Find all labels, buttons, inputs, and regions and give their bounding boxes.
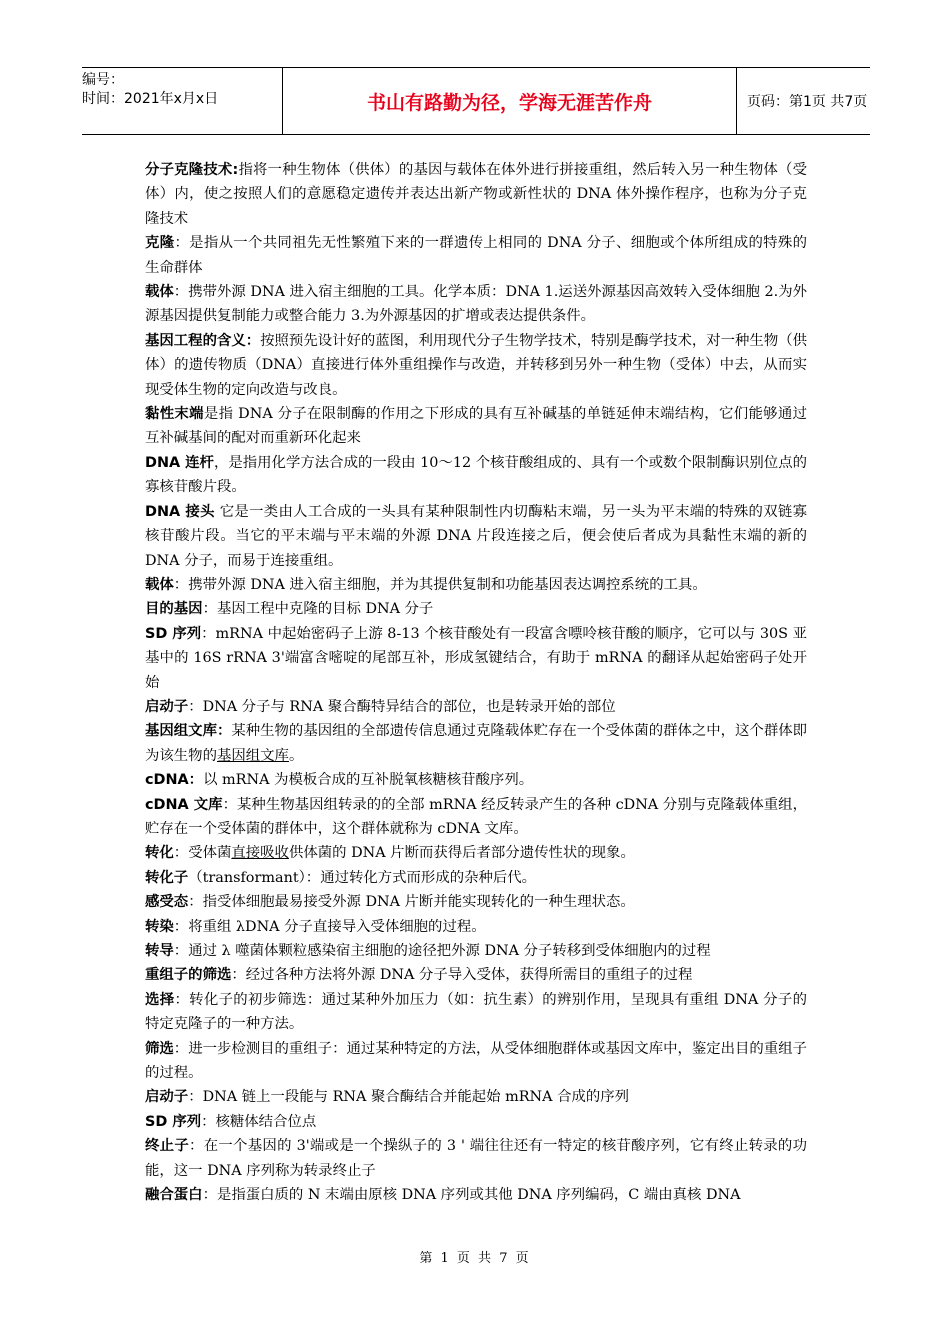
definition-term: 基因工程的含义： bbox=[145, 332, 261, 349]
definition-term: 基因组文库： bbox=[145, 723, 232, 740]
header-page-info: 页码：第1页 共7页 bbox=[747, 94, 868, 110]
definition-paragraph bbox=[145, 695, 807, 719]
code-label: 编号： bbox=[82, 72, 124, 88]
definition-term: 克隆 bbox=[145, 235, 175, 252]
definition-paragraph bbox=[145, 1037, 807, 1086]
definition-text: ：通过 λ 噬菌体颗粒感染宿主细胞的途径把外源 DNA 分子转移到受体细胞内的过程 bbox=[173, 943, 711, 959]
definition-paragraph bbox=[145, 1110, 807, 1134]
definition-text: ：携带外源 DNA 进入宿主细胞的工具。化学本质：DNA 1.运送外源基因高效转入受体细胞 2.为外源基因提供复制能力或整合能力 3.为外源基因的扩增或表达提供条件。 bbox=[145, 284, 807, 325]
definition-term: 感受态 bbox=[145, 894, 189, 911]
definition-paragraph bbox=[145, 841, 807, 865]
definition-term: 启动子 bbox=[145, 698, 189, 715]
definition-text: ：在一个基因的 3'端或是一个操纵子的 3 ' 端往往还有一特定的核苷酸序列，它有终止转录的功能，这一 DNA 序列称为转录终止子 bbox=[145, 1138, 807, 1179]
definition-term: 分子克隆技术: bbox=[145, 162, 239, 178]
definition-term: 筛选 bbox=[145, 1040, 174, 1057]
definition-paragraph bbox=[145, 768, 807, 792]
definition-paragraph bbox=[145, 915, 807, 939]
underlined-phrase: 基因组文库 bbox=[216, 747, 289, 764]
definition-text: ：mRNA 中起始密码子上游 8-13 个核苷酸处有一段富含嘌呤核苷酸的顺序，它可以与 30S 亚基中的 16S rRNA 3'端富含嘧啶的尾部互补，形成氢键结合，有助于 mRNA 的翻译从起始密码子处开始 bbox=[145, 625, 807, 691]
definition-term: 载体 bbox=[145, 576, 174, 593]
definition-text: ：携带外源 DNA 进入宿主细胞，并为其提供复制和功能基因表达调控系统的工具。 bbox=[173, 576, 707, 593]
definition-term: cDNA 文库 bbox=[145, 796, 223, 813]
definition-text-tail: 供体菌的 DNA 片断而获得后者部分遗传性状的现象。 bbox=[288, 845, 635, 862]
page-footer: 第 1 页 共 7 页 bbox=[419, 1251, 531, 1266]
document-body bbox=[145, 158, 807, 1207]
definition-text: 它是一类由人工合成的一头具有某种限制性内切酶粘末端，另一头为平末端的特殊的双链寡核苷酸片段。当它的平末端与平末端的外源 DNA 片段连接之后，便会使后者成为具黏性末端的新的 DNA 分子，而易于连接重组。 bbox=[145, 503, 808, 569]
definition-paragraph bbox=[145, 622, 807, 695]
definition-paragraph bbox=[145, 1085, 807, 1109]
definition-paragraph bbox=[145, 719, 807, 768]
time-label: 时间：2021年x月x日 bbox=[82, 91, 219, 107]
definition-text: ：某种生物基因组转录的的全部 mRNA 经反转录产生的各种 cDNA 分别与克隆载体重组，贮存在一个受体菌的群体中，这个群体就称为 cDNA 文库。 bbox=[145, 796, 807, 837]
definition-term: 选择 bbox=[145, 991, 175, 1008]
definition-term: 融合蛋白 bbox=[145, 1187, 203, 1204]
definition-term: 转化 bbox=[145, 845, 174, 862]
definition-paragraph bbox=[145, 402, 807, 451]
definition-term: 重组子的筛选 bbox=[145, 967, 232, 984]
definition-text: 按照预先设计好的蓝图，利用现代分子生物学技术，特别是酶学技术，对一种生物（供体）的遗传物质（DNA）直接进行体外重组操作与改造，并转移到另外一种生物（受体）中去，从而实现受体生物的定向改造与改良。 bbox=[145, 332, 807, 398]
definition-paragraph bbox=[145, 890, 807, 914]
definition-term: SD 序列 bbox=[145, 625, 202, 642]
definition-text: ，是指用化学方法合成的一段由 10～12 个核苷酸组成的、具有一个或数个限制酶识别位点的寡核苷酸片段。 bbox=[145, 454, 807, 496]
definition-term: DNA 连杆 bbox=[145, 454, 214, 471]
definition-text: 指将一种生物体（供体）的基因与载体在体外进行拼接重组，然后转入另一种生物体（受体）内，使之按照人们的意愿稳定遗传并表达出新产物或新性状的 DNA 体外操作程序，也称为分子克隆技术 bbox=[145, 162, 807, 227]
definition-text: ：DNA 链上一段能与 RNA 聚合酶结合并能起始 mRNA 合成的序列 bbox=[188, 1089, 630, 1106]
definition-term: DNA 接头 bbox=[145, 503, 215, 520]
definition-term: 目的基因 bbox=[145, 601, 203, 618]
definition-text: ：基因工程中克隆的目标 DNA 分子 bbox=[202, 601, 434, 618]
definition-text: 是指 DNA 分子在限制酶的作用之下形成的具有互补碱基的单链延伸末端结构，它们能够通过互补碱基间的配对而重新环化起来 bbox=[145, 406, 807, 447]
underlined-phrase: 直接吸收 bbox=[231, 845, 289, 862]
definition-paragraph bbox=[145, 963, 807, 987]
definition-text: ：是指蛋白质的 N 末端由原核 DNA 序列或其他 DNA 序列编码，C 端由真核 DNA bbox=[202, 1187, 741, 1204]
definition-paragraph bbox=[145, 158, 807, 231]
definition-term: 转染 bbox=[145, 918, 174, 935]
header-meta bbox=[82, 68, 282, 134]
definition-term: 终止子 bbox=[145, 1138, 190, 1155]
definition-term: 启动子 bbox=[145, 1089, 189, 1106]
definition-text: ：DNA 分子与 RNA 聚合酶特异结合的部位，也是转录开始的部位 bbox=[188, 698, 616, 715]
definition-paragraph bbox=[145, 1134, 807, 1183]
definition-paragraph bbox=[145, 573, 807, 597]
definition-text: ：转化子的初步筛选：通过某种外加压力（如：抗生素）的辨别作用，呈现具有重组 DNA 分子的特定克隆子的一种方法。 bbox=[145, 991, 807, 1033]
definition-text: ：受体菌 bbox=[173, 845, 232, 862]
definition-paragraph bbox=[145, 866, 807, 890]
page-header bbox=[82, 67, 870, 135]
definition-paragraph bbox=[145, 988, 807, 1037]
definition-paragraph bbox=[145, 939, 807, 963]
definition-paragraph bbox=[145, 329, 807, 402]
definition-text: ：进一步检测目的重组子：通过某种特定的方法，从受体细胞群体或基因文库中，鉴定出目的重组子的过程。 bbox=[145, 1040, 807, 1082]
definition-text: ：将重组 λDNA 分子直接导入受体细胞的过程。 bbox=[173, 918, 486, 935]
definition-term: 载体 bbox=[145, 284, 174, 301]
definition-term: 转导 bbox=[145, 943, 174, 959]
definition-paragraph bbox=[145, 451, 807, 500]
definition-text: ：核糖体结合位点 bbox=[201, 1113, 317, 1130]
definition-paragraph bbox=[145, 597, 807, 621]
definition-text-tail: 。 bbox=[288, 747, 304, 764]
definition-paragraph bbox=[145, 280, 807, 329]
definition-paragraph bbox=[145, 231, 807, 280]
definition-text: ：经过各种方法将外源 DNA 分子导入受体，获得所需目的重组子的过程 bbox=[231, 967, 693, 984]
header-motto: 书山有路勤为径，学海无涯苦作舟 bbox=[282, 68, 737, 134]
definition-text: 以 mRNA 为模板合成的互补脱氧核糖核苷酸序列。 bbox=[203, 772, 534, 789]
definition-text: ：是指从一个共同祖先无性繁殖下来的一群遗传上相同的 DNA 分子、细胞或个体所组成的特殊的生命群体 bbox=[145, 235, 807, 276]
definition-term: 黏性末端 bbox=[145, 406, 204, 423]
definition-paragraph bbox=[145, 1183, 807, 1207]
definition-text: ：指受体细胞最易接受外源 DNA 片断并能实现转化的一种生理状态。 bbox=[188, 894, 635, 911]
definition-paragraph bbox=[145, 500, 807, 573]
definition-text: （transformant）：通过转化方式而形成的杂种后代。 bbox=[188, 869, 537, 886]
definition-term: SD 序列 bbox=[145, 1113, 202, 1130]
definition-term: cDNA： bbox=[145, 772, 204, 789]
definition-paragraph bbox=[145, 793, 807, 842]
definition-term: 转化子 bbox=[145, 869, 189, 886]
definition-text: 某种生物的基因组的全部遗传信息通过克隆载体贮存在一个受体菌的群体之中，这个群体即为该生物的 bbox=[145, 723, 807, 764]
